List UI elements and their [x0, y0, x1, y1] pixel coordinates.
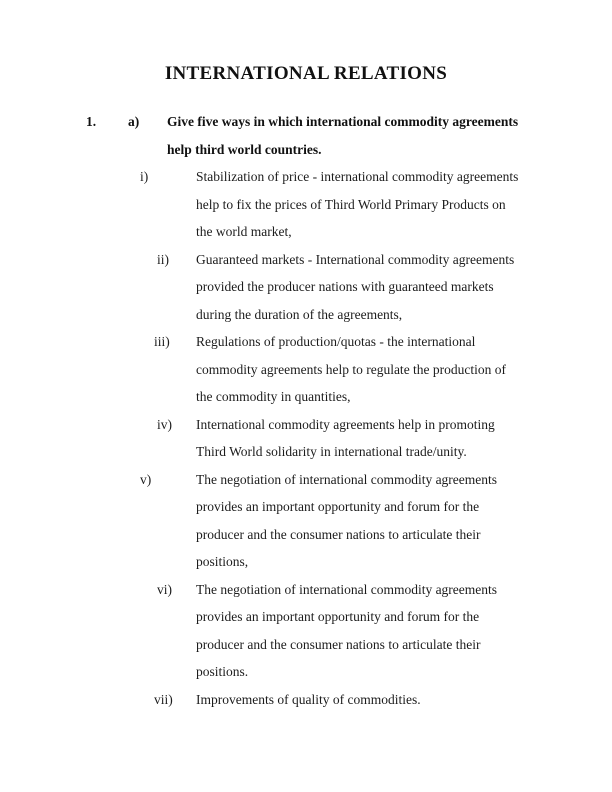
list-item-marker: v): [140, 471, 152, 487]
list-item-marker: ii): [157, 251, 169, 267]
list-item: [0, 466, 612, 576]
question-prompt: Give five ways in which international commodity agreements help third world countries.: [167, 114, 519, 157]
list-item-text: The negotiation of international commodity agreements provides an important opportunity and forum for the producer and the consumer nations to articulate their positions.: [196, 581, 498, 679]
list-item-text: Stabilization of price - international commodity agreements help to fix the prices of Third World Primary Products on the world market,: [196, 169, 519, 239]
list-item: [0, 686, 612, 714]
list-item-text: International commodity agreements help in promoting Third World solidarity in international trade/unity.: [196, 416, 495, 459]
list-item-text: Regulations of production/quotas - the international commodity agreements help to regulate the production of the commodity in quantities,: [196, 334, 507, 404]
list-item-marker: vi): [157, 581, 172, 597]
list-item: [0, 328, 612, 411]
list-item-text: Improvements of quality of commodities.: [196, 691, 421, 707]
page-title: INTERNATIONAL RELATIONS: [164, 63, 448, 84]
list-item-marker: vii): [154, 691, 173, 707]
list-item: [0, 246, 612, 329]
answer-list: [0, 163, 612, 713]
list-item: [0, 576, 612, 686]
list-item: [0, 163, 612, 246]
list-item-marker: i): [140, 169, 149, 184]
question-part-letter: a): [128, 114, 140, 129]
list-item-marker: iii): [154, 334, 170, 349]
list-item-text: The negotiation of international commodity agreements provides an important opportunity and forum for the producer and the consumer nations to articulate their positions,: [196, 471, 498, 569]
list-item: [0, 411, 612, 466]
list-item-text: Guaranteed markets - International commodity agreements provided the producer nations with guaranteed markets during the duration of the agreements,: [196, 251, 515, 322]
question-number: 1.: [86, 114, 97, 129]
list-item-marker: iv): [157, 416, 172, 432]
